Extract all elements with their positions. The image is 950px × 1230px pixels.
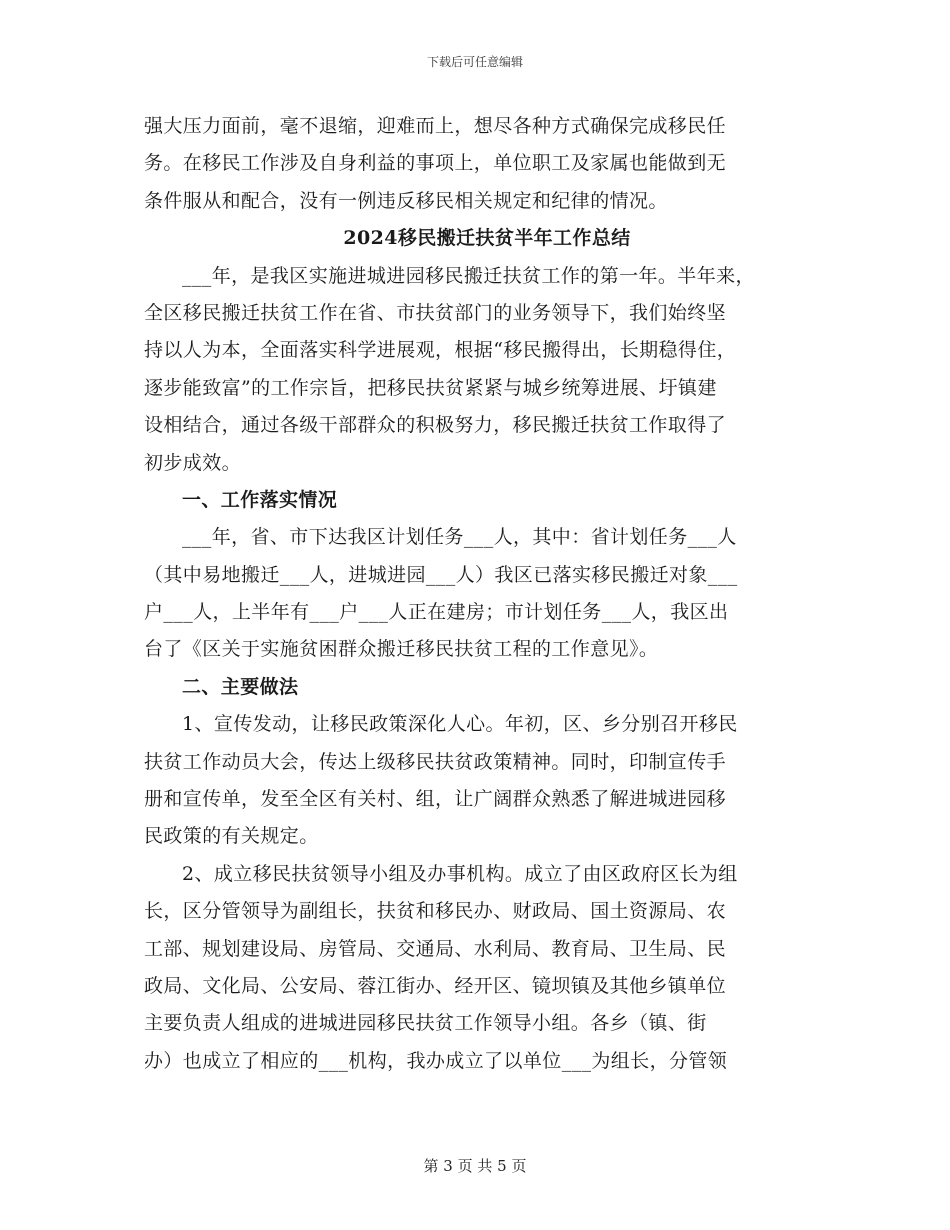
body-line: 户___人，上半年有___户___人正在建房；市计划任务___人，我区出 <box>144 601 729 624</box>
body-line: （其中易地搬迁___人，进城进园___人）我区已落实移民搬迁对象___ <box>144 563 738 586</box>
body-line: 强大压力面前，毫不退缩，迎难而上，想尽各种方式确保完成移民任 <box>144 115 727 137</box>
body-line: 民政策的有关规定。 <box>144 825 319 848</box>
body-line: 扶贫工作动员大会，传达上级移民扶贫政策精神。同时，印制宣传手 <box>144 750 727 773</box>
paragraph-start: 1、宣传发动，让移民政策深化人心。年初，区、乡分别召开移民 <box>182 713 738 736</box>
body-line: 务。在移民工作涉及自身利益的事项上，单位职工及家属也能做到无 <box>144 152 727 175</box>
paragraph-start: ___年，是我区实施进城进园移民搬迁扶贫工作的第一年。半年来， <box>182 264 755 287</box>
body-line: 逐步能致富”的工作宗旨，把移民扶贫紧紧与城乡统筹进展、圩镇建 <box>144 376 717 399</box>
body-line: 长，区分管领导为副组长，扶贫和移民办、财政局、国土资源局、农 <box>144 900 727 923</box>
document-body <box>144 108 810 1080</box>
paragraph-start: 2、成立移民扶贫领导小组及办事机构。成立了由区政府区长为组 <box>182 862 738 885</box>
document-title: 2024移民搬迁扶贫半年工作总结 <box>343 227 631 250</box>
body-line: 办）也成立了相应的___机构，我办成立了以单位___为组长，分管领 <box>144 1049 728 1072</box>
section-heading-2: 二、主要做法 <box>182 675 299 698</box>
body-line: 全区移民搬迁扶贫工作在省、市扶贫部门的业务领导下，我们始终坚 <box>144 301 727 324</box>
body-line: 设相结合，通过各级干部群众的积极努力，移民搬迁扶贫工作取得了 <box>144 414 727 437</box>
body-line: 条件服从和配合，没有一例违反移民相关规定和纪律的情况。 <box>144 189 668 212</box>
section-heading-1: 一、工作落实情况 <box>182 488 338 511</box>
page-header-note: 下载后可任意编辑 <box>426 55 523 69</box>
body-line: 政局、文化局、公安局、蓉江街办、经开区、镜坝镇及其他乡镇单位 <box>144 974 727 997</box>
body-line: 册和宣传单，发至全区有关村、组，让广阔群众熟悉了解进城进园移 <box>144 788 727 811</box>
body-line: 持以人为本，全面落实科学进展观，根据“移民搬得出，长期稳得住， <box>144 339 737 362</box>
body-line: 台了《区关于实施贫困群众搬迁移民扶贫工程的工作意见》。 <box>144 638 659 661</box>
body-line: 工部、规划建设局、房管局、交通局、水利局、教育局、卫生局、民 <box>144 937 727 960</box>
paragraph-start: ___年，省、市下达我区计划任务___人，其中：省计划任务___人 <box>182 526 737 549</box>
body-line: 主要负责人组成的进城进园移民扶贫工作领导小组。各乡（镇、街 <box>144 1012 707 1035</box>
body-line: 初步成效。 <box>144 451 242 474</box>
page-number: 第 3 页 共 5 页 <box>423 1157 527 1175</box>
